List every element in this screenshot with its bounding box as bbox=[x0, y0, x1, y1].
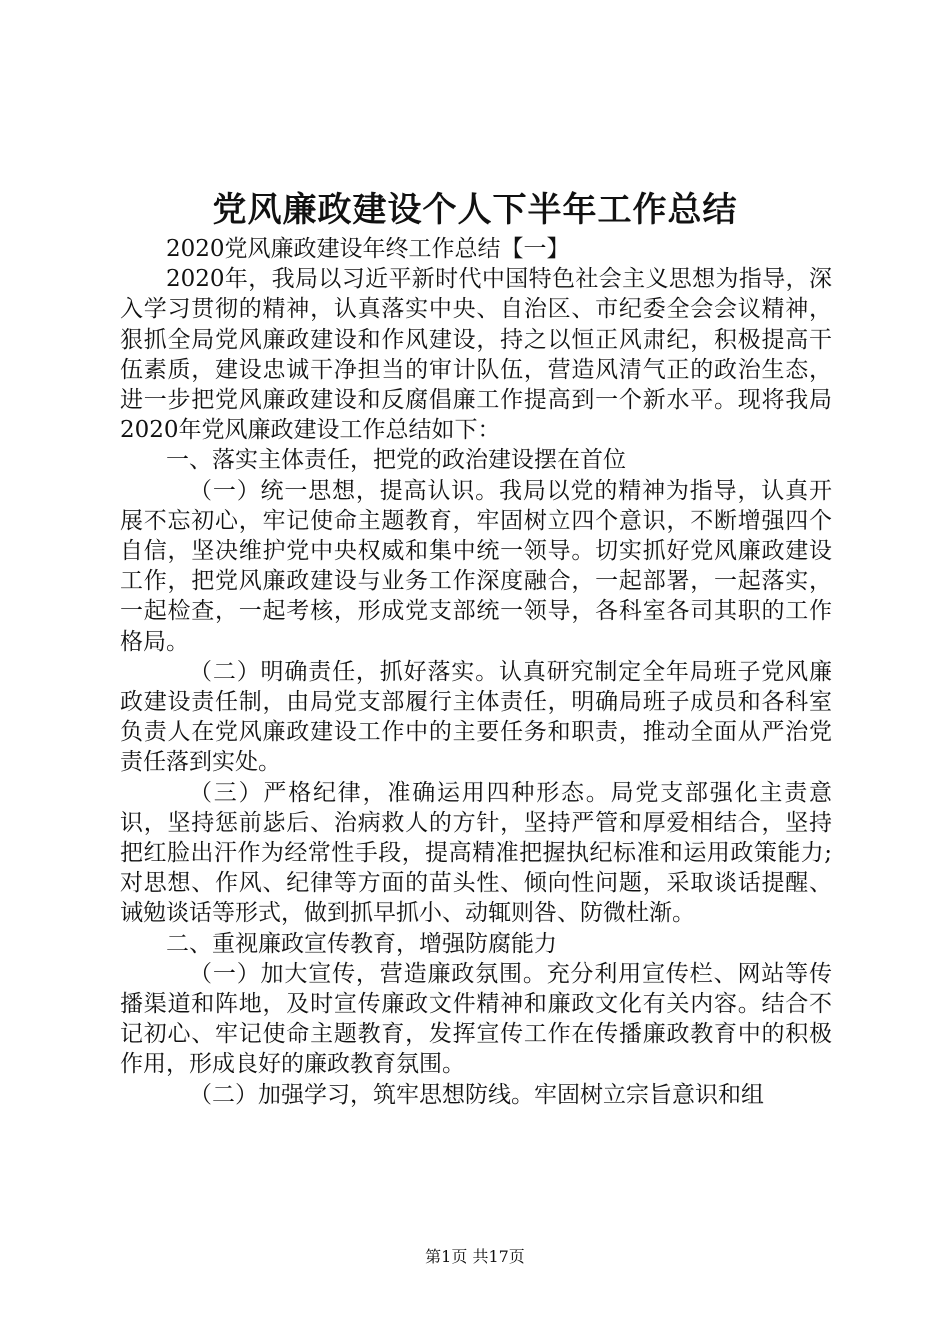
paragraph-1-3: （三）严格纪律，准确运用四种形态。局党支部强化主责意识，坚持惩前毖后、治病救人的方针，坚持严管和厚爱相结合，坚持把红脸出汗作为经常性手段，提高精准把握执纪标准和运用政策能力;对思想、作风、纪律等方面的苗头性、倾向性问题，采取谈话提醒、诫勉谈话等形式，做到抓早抓小、动辄则咎、防微杜渐。 bbox=[120, 779, 832, 927]
paragraph-intro: 2020年，我局以习近平新时代中国特色社会主义思想为指导，深入学习贯彻的精神，认真落实中央、自治区、市纪委全会会议精神，狠抓全局党风廉政建设和作风建设，持之以恒正风肃纪，积极提高干伍素质，建设忠诚干净担当的审计队伍，营造风清气正的政治生态，进一步把党风廉政建设和反腐倡廉工作提高到一个新水平。现将我局2020年党风廉政建设工作总结如下： bbox=[120, 266, 832, 444]
paragraph-2-1: （一）加大宣传，营造廉政氛围。充分利用宣传栏、网站等传播渠道和阵地，及时宣传廉政文件精神和廉政文化有关内容。结合不记初心、牢记使命主题教育，发挥宣传工作在传播廉政教育中的积极作用，形成良好的廉政教育氛围。 bbox=[120, 960, 832, 1078]
paragraph-1-2: （二）明确责任，抓好落实。认真研究制定全年局班子党风廉政建设责任制，由局党支部履行主体责任，明确局班子成员和各科室负责人在党风廉政建设工作中的主要任务和职责，推动全面从严治党责任落到实处。 bbox=[120, 658, 832, 776]
section-heading-2: 二、重视廉政宣传教育，增强防腐能力 bbox=[166, 930, 557, 957]
paragraph-subtitle: 2020党风廉政建设年终工作总结【一】 bbox=[166, 236, 570, 262]
paragraph-1-1: （一）统一思想，提高认识。我局以党的精神为指导，认真开展不忘初心，牢记使命主题教育，牢固树立四个意识，不断增强四个自信，坚决维护党中央权威和集中统一领导。切实抓好党风廉政建设工作，把党风廉政建设与业务工作深度融合，一起部署，一起落实，一起检查，一起考核，形成党支部统一领导，各科室各司其职的工作格局。 bbox=[120, 477, 832, 655]
document-title: 党风廉政建设个人下半年工作总结 bbox=[212, 190, 738, 230]
paragraph-2-2: （二）加强学习，筑牢思想防线。牢固树立宗旨意识和组 bbox=[189, 1081, 764, 1108]
document-body bbox=[120, 234, 832, 1110]
section-heading-1: 一、落实主体责任，把党的政治建设摆在首位 bbox=[166, 447, 626, 474]
page-footer: 第1页 共17页 bbox=[425, 1247, 525, 1266]
